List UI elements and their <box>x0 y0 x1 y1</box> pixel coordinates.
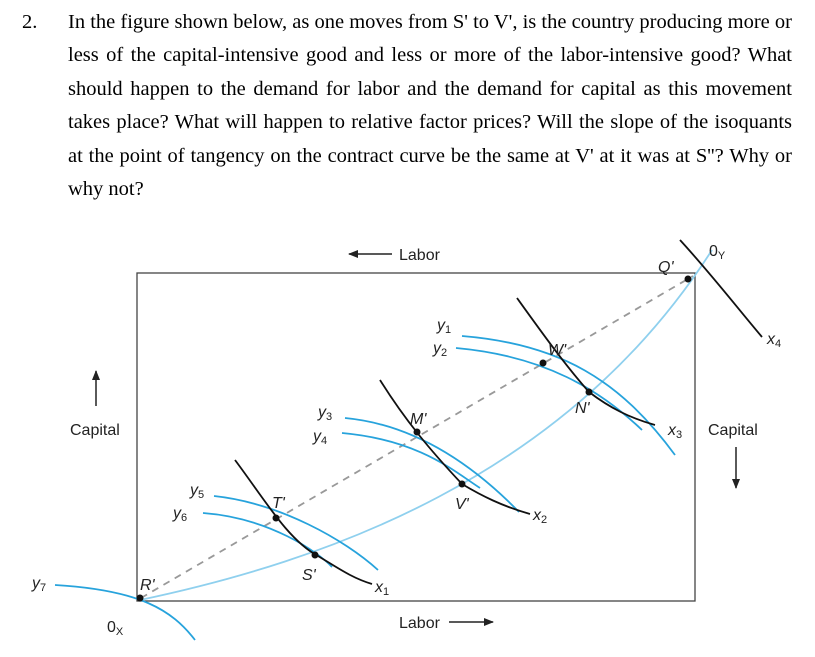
question-text: In the figure shown below, as one moves from S' to V', is the country producing more or less of the capital-intensive good and less or more of the labor-intensive good? What should happen to the demand for labor and the demand for capital as this movement takes place? What will happen to relative factor prices? Will the slope of the isoquants at the point of tangency on the contract curve be the same at V' at it was at S''? Why or why not? <box>68 11 792 201</box>
y2-label: y2 <box>433 340 448 359</box>
label-n: N' <box>575 400 590 417</box>
point-n <box>586 389 593 396</box>
y-isoquants <box>55 336 675 640</box>
capital-left-label: Capital <box>70 422 120 439</box>
label-w: W' <box>548 342 567 359</box>
capital-right-label: Capital <box>708 422 758 439</box>
point-w <box>540 360 547 367</box>
point-s <box>312 552 319 559</box>
label-m: M' <box>410 411 427 428</box>
y5-isoquant <box>214 496 378 570</box>
x2-isoquant <box>380 380 530 514</box>
x3-label: x3 <box>668 422 683 441</box>
point-m <box>414 429 421 436</box>
point-v <box>459 481 466 488</box>
point-r <box>137 595 144 602</box>
label-q: Q' <box>658 259 674 276</box>
labor-bottom-label: Labor <box>399 615 440 632</box>
x1-label: x1 <box>375 579 390 598</box>
y3-label: y3 <box>318 404 333 423</box>
y7-label: y7 <box>32 575 47 594</box>
label-r: R' <box>140 577 155 594</box>
origin-y-label: 0Y <box>709 243 726 262</box>
y6-isoquant <box>203 513 332 567</box>
y6-label: y6 <box>173 505 188 524</box>
label-s: S' <box>302 567 316 584</box>
point-q <box>685 276 692 283</box>
y4-label: y4 <box>313 428 328 447</box>
y5-label: y5 <box>190 482 205 501</box>
label-t: T' <box>272 495 285 512</box>
label-v: V' <box>455 496 469 513</box>
origin-x-label: 0X <box>107 619 124 638</box>
x4-label: x4 <box>767 331 782 350</box>
question-number: 2. <box>22 11 38 33</box>
labor-top-label: Labor <box>399 247 440 264</box>
y1-label: y1 <box>437 317 452 336</box>
point-t <box>273 515 280 522</box>
x2-label: x2 <box>533 507 548 526</box>
